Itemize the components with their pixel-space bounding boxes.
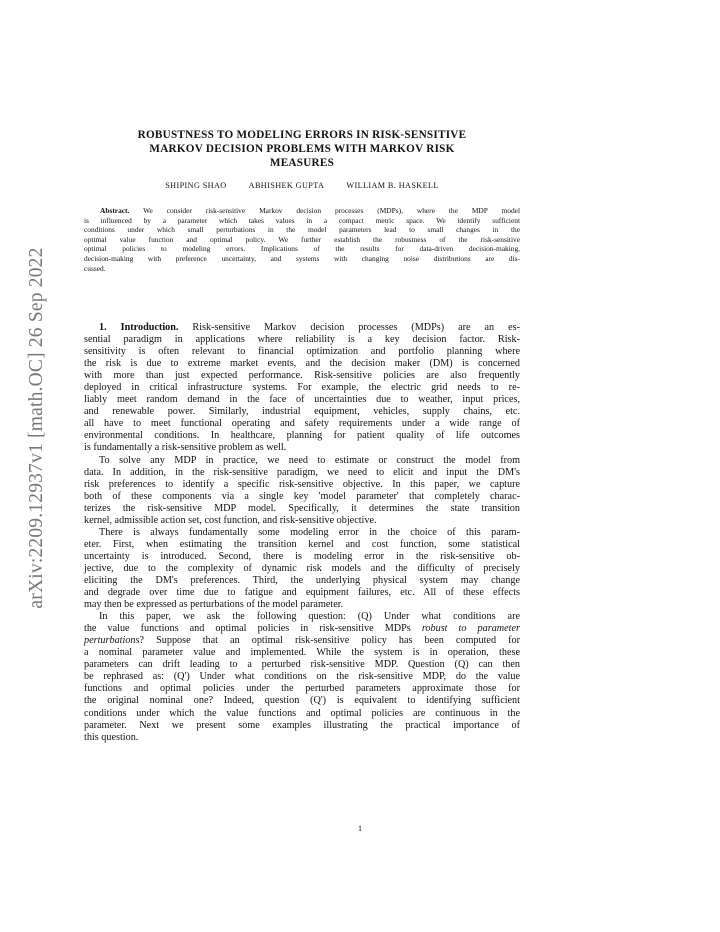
body-line: the original nominal one? Indeed, question (Q') is equivalent to identifying sufficient bbox=[84, 695, 520, 707]
body-line: be rephrased as: (Q') Under what conditions on the risk-sensitive MDP, do the value bbox=[84, 671, 520, 683]
body-line: There is always fundamentally some modeling error in the choice of this param- bbox=[99, 526, 520, 538]
body-line: liably meet random demand in the face of uncertainties due to weather, input prices, bbox=[84, 394, 520, 406]
body-text: Risk-sensitive Markov decision processes (MDPs) are an es- bbox=[178, 322, 520, 333]
page-number: 1 bbox=[357, 823, 363, 833]
abstract-text: We consider risk-sensitive Markov decision processes (MDPs), where the MDP model bbox=[129, 206, 520, 215]
paper-title bbox=[84, 128, 520, 170]
arxiv-identifier bbox=[22, 208, 52, 648]
abstract-line: conditions under which small perturbations in the model parameters lead to small changes in the bbox=[84, 225, 520, 235]
body-line: may then be expressed as perturbations of the model parameter. bbox=[84, 599, 344, 611]
body-text: ? Suppose that an optimal risk-sensitive policy has been computed for bbox=[139, 635, 520, 647]
abstract-line bbox=[84, 206, 520, 216]
body-line: with more than just expected performance. Risk-sensitive policies are also frequently bbox=[84, 370, 520, 382]
author-list bbox=[84, 181, 520, 190]
body-line bbox=[84, 635, 520, 647]
body-line: functions and optimal policies under the perturbed parameters approximate those for bbox=[84, 683, 520, 695]
emphasis-text: perturbations bbox=[84, 635, 140, 647]
title-line: MEASURES bbox=[269, 157, 335, 169]
introduction-section bbox=[84, 322, 520, 744]
body-line: uncertainty is introduced. Second, there is modeling error in the risk-sensitive ob- bbox=[84, 550, 520, 562]
body-line: environmental conditions. In healthcare, planning for patient quality of life outcomes bbox=[84, 430, 520, 442]
abstract-heading: Abstract. bbox=[100, 206, 130, 215]
body-line: data. In addition, in the risk-sensitive paradigm, we need to elicit and input the DM's bbox=[84, 466, 520, 478]
title-line: MARKOV DECISION PROBLEMS WITH MARKOV RISK bbox=[149, 143, 455, 155]
body-line: To solve any MDP in practice, we need to estimate or construct the model from bbox=[99, 454, 520, 466]
body-line: a nominal parameter value and implemented. While the system is in operation, these bbox=[84, 647, 520, 659]
body-line: parameter. Next we present some examples illustrating the practical importance of bbox=[84, 719, 520, 731]
body-line: this question. bbox=[84, 731, 139, 743]
body-line: all have to meet functional operating and safety requirements under a wide range of bbox=[84, 418, 520, 430]
abstract-line: optimal policies to modeling errors. Implications of the results for data-driven decision-making, bbox=[84, 244, 520, 254]
author-name: WILLIAM B. HASKELL bbox=[346, 181, 439, 190]
abstract-line: decision-making with preference uncertainty, and systems with changing noise distributions are dis- bbox=[84, 253, 520, 263]
body-line: terizes the risk-sensitive MDP model. Specifically, it determines the state transition bbox=[84, 502, 520, 514]
abstract-line: optimal value function and optimal policy. We further establish the robustness of the risk-sensitive bbox=[84, 234, 520, 244]
body-line: eliciting the DM's preferences. Third, the underlying physical system may change bbox=[84, 574, 520, 586]
body-line: deployed in critical infrastructure systems. For example, the electric grid needs to re- bbox=[84, 382, 520, 394]
body-line: sential paradigm in applications where reliability is a key decision factor. Risk- bbox=[84, 334, 520, 346]
author-name: ABHISHEK GUPTA bbox=[248, 181, 325, 190]
body-line: the risk is due to extreme market events, and the decision maker (DM) is concerned bbox=[84, 358, 520, 370]
arxiv-identifier-text: arXiv:2209.12937v1 [math.OC] 26 Sep 2022 bbox=[26, 247, 47, 609]
title-line: ROBUSTNESS TO MODELING ERRORS IN RISK-SENSITIVE bbox=[137, 129, 467, 141]
body-line: and renewable power. Similarly, industrial equipment, vehicles, supply chains, etc. bbox=[84, 406, 520, 418]
emphasis-text: robust to parameter bbox=[421, 623, 520, 635]
body-line: risk preferences to identify a specific risk-sensitive objective. In this paper, we capture bbox=[84, 478, 520, 490]
body-line: In this paper, we ask the following question: (Q) Under what conditions are bbox=[99, 611, 520, 623]
body-line: eter. First, when estimating the transition kernel and cost function, some statistical bbox=[84, 538, 520, 550]
body-line: parameters can drift leading to a perturbed risk-sensitive MDP. Question (Q) can then bbox=[84, 659, 520, 671]
abstract-line: cussed. bbox=[84, 263, 106, 273]
body-line: both of these components via a single key 'model parameter' that completely charac- bbox=[84, 490, 520, 502]
author-name: SHIPING SHAO bbox=[165, 181, 227, 190]
abstract-line: is influenced by a parameter which takes values in a compact metric space. We identify sufficient bbox=[84, 215, 520, 225]
section-heading: 1. Introduction. bbox=[99, 322, 179, 333]
body-line: conditions under which the value functions and optimal policies are continuous in the bbox=[84, 707, 520, 719]
body-line bbox=[84, 623, 520, 635]
body-line bbox=[84, 322, 520, 334]
abstract bbox=[84, 206, 520, 273]
body-line: jective, due to the complexity of dynamic risk models and the difficulty of precisely bbox=[84, 562, 520, 574]
body-line: kernel, admissible action set, cost function, and risk-sensitive objective. bbox=[84, 514, 377, 526]
body-text: the value functions and optimal policies in risk-sensitive MDPs bbox=[84, 623, 422, 635]
body-line: and degrade over time due to fatigue and equipment failures, etc. All of these effects bbox=[84, 587, 520, 599]
body-line: sensitivity is often relevant to financial optimization and portfolio planning where bbox=[84, 346, 520, 358]
body-line: is fundamentally a risk-sensitive problem as well. bbox=[84, 442, 287, 454]
